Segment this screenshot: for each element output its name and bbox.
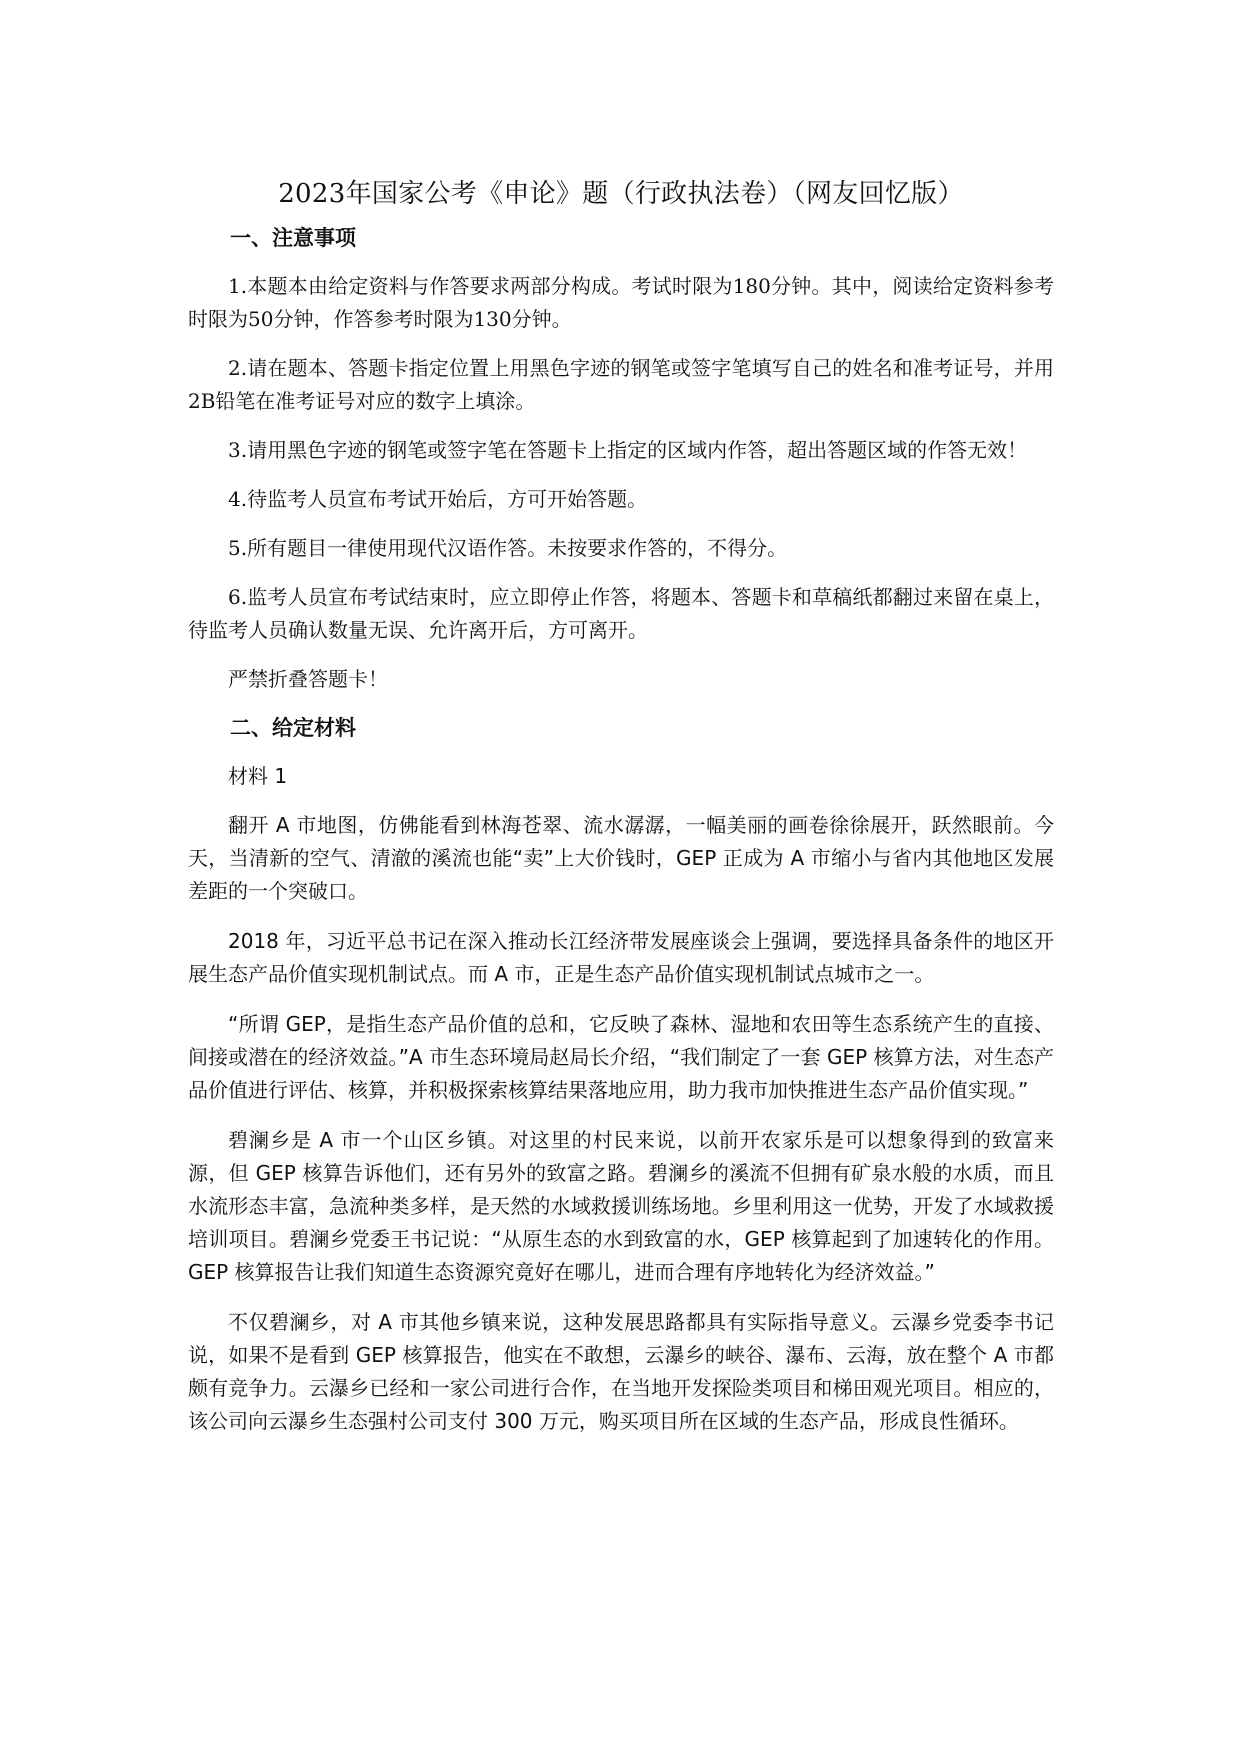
document-page [188,176,1054,1455]
section-heading-materials: 二、给定材料 [230,716,356,740]
material-paragraph: 2018 年，习近平总书记在深入推动长江经济带发展座谈会上强调，要选择具备条件的地区开展生态产品价值实现机制试点。而 A 市，正是生态产品价值实现机制试点城市之一。 [188,929,1054,986]
document-title: 2023年国家公考《申论》题（行政执法卷）（网友回忆版） [278,179,964,209]
note-item-3: 3.请用黑色字迹的钢笔或签字笔在答题卡上指定的区域内作答，超出答题区域的作答无效！ [228,438,1028,462]
material-paragraph: “所谓 GEP，是指生态产品价值的总和，它反映了森林、湿地和农田等生态系统产生的直接、间接或潜在的经济效益。”A 市生态环境局赵局长介绍，“我们制定了一套 GEP 核算方法，对生态产品价值进行评估、核算，并积极探索核算结果落地应用，助力我市加快推进生态产品价值实现。” [188,1012,1054,1102]
section-heading-notes: 一、注意事项 [230,226,356,250]
note-warning: 严禁折叠答题卡！ [228,667,388,691]
note-item-6: 6.监考人员宣布考试结束时，应立即停止作答，将题本、答题卡和草稿纸都翻过来留在桌上，待监考人员确认数量无误、允许离开后，方可离开。 [188,585,1054,642]
material-label: 材料 1 [228,764,288,788]
material-paragraph: 碧澜乡是 A 市一个山区乡镇。对这里的村民来说，以前开农家乐是可以想象得到的致富来源，但 GEP 核算告诉他们，还有另外的致富之路。碧澜乡的溪流不但拥有矿泉水般的水质，而且水流形态丰富，急流种类多样，是天然的水域救援训练场地。乡里利用这一优势，开发了水域救援培训项目。碧澜乡党委王书记说：“从原生态的水到致富的水，GEP 核算起到了加速转化的作用。GEP 核算报告让我们知道生态资源究竟好在哪儿，进而合理有序地转化为经济效益。” [188,1128,1054,1284]
note-item-1: 1.本题本由给定资料与作答要求两部分构成。考试时限为180分钟。其中，阅读给定资料参考时限为50分钟，作答参考时限为130分钟。 [188,274,1054,331]
note-item-2: 2.请在题本、答题卡指定位置上用黑色字迹的钢笔或签字笔填写自己的姓名和准考证号，并用2B铅笔在准考证号对应的数字上填涂。 [188,356,1054,413]
note-item-4: 4.待监考人员宣布考试开始后，方可开始答题。 [228,487,648,511]
note-item-5: 5.所有题目一律使用现代汉语作答。未按要求作答的，不得分。 [228,536,788,560]
material-paragraph: 翻开 A 市地图，仿佛能看到林海苍翠、流水潺潺，一幅美丽的画卷徐徐展开，跃然眼前。今天，当清新的空气、清澈的溪流也能“卖”上大价钱时，GEP 正成为 A 市缩小与省内其他地区发展差距的一个突破口。 [188,813,1054,903]
material-paragraph: 不仅碧澜乡，对 A 市其他乡镇来说，这种发展思路都具有实际指导意义。云瀑乡党委李书记说，如果不是看到 GEP 核算报告，他实在不敢想，云瀑乡的峡谷、瀑布、云海，放在整个 A 市都颇有竞争力。云瀑乡已经和一家公司进行合作，在当地开发探险类项目和梯田观光项目。相应的，该公司向云瀑乡生态强村公司支付 300 万元，购买项目所在区域的生态产品，形成良性循环。 [188,1310,1054,1433]
